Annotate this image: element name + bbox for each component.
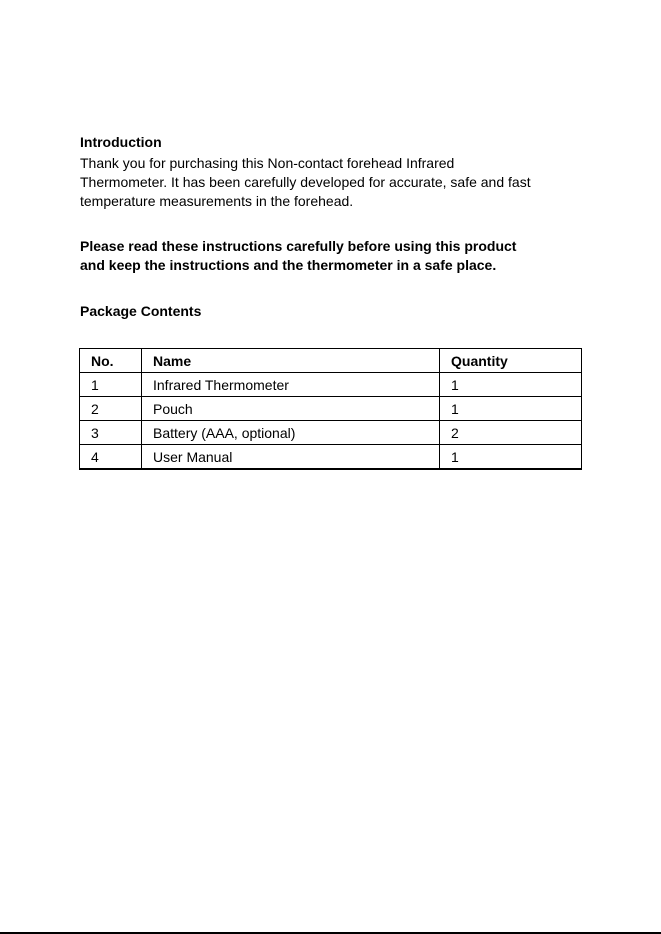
cell-name: Infrared Thermometer — [142, 373, 440, 397]
cell-no: 2 — [80, 397, 142, 421]
cell-no: 4 — [80, 445, 142, 470]
introduction-line: Thank you for purchasing this Non-contact forehead Infrared — [80, 155, 455, 171]
column-header-no: No. — [80, 349, 142, 373]
table-header-row — [80, 349, 582, 373]
package-contents-heading: Package Contents — [80, 303, 202, 319]
package-contents-table — [79, 348, 582, 470]
cell-name: Pouch — [142, 397, 440, 421]
introduction-line: temperature measurements in the forehead. — [80, 193, 354, 209]
introduction-heading: Introduction — [80, 134, 162, 150]
cell-no: 3 — [80, 421, 142, 445]
column-header-name: Name — [142, 349, 440, 373]
cell-name: User Manual — [142, 445, 440, 470]
warning-line: and keep the instructions and the thermometer in a safe place. — [80, 257, 497, 273]
cell-quantity: 1 — [440, 373, 582, 397]
cell-quantity: 2 — [440, 421, 582, 445]
table-row — [80, 421, 582, 445]
column-header-quantity: Quantity — [440, 349, 582, 373]
cell-name: Battery (AAA, optional) — [142, 421, 440, 445]
cell-quantity: 1 — [440, 445, 582, 470]
warning-line: Please read these instructions carefully before using this product — [80, 238, 517, 254]
cell-no: 1 — [80, 373, 142, 397]
introduction-paragraph — [80, 154, 600, 211]
warning-paragraph — [80, 237, 600, 275]
introduction-line: Thermometer. It has been carefully developed for accurate, safe and fast — [80, 174, 531, 190]
table-row — [80, 445, 582, 470]
cell-quantity: 1 — [440, 397, 582, 421]
table-row — [80, 373, 582, 397]
table-row — [80, 397, 582, 421]
